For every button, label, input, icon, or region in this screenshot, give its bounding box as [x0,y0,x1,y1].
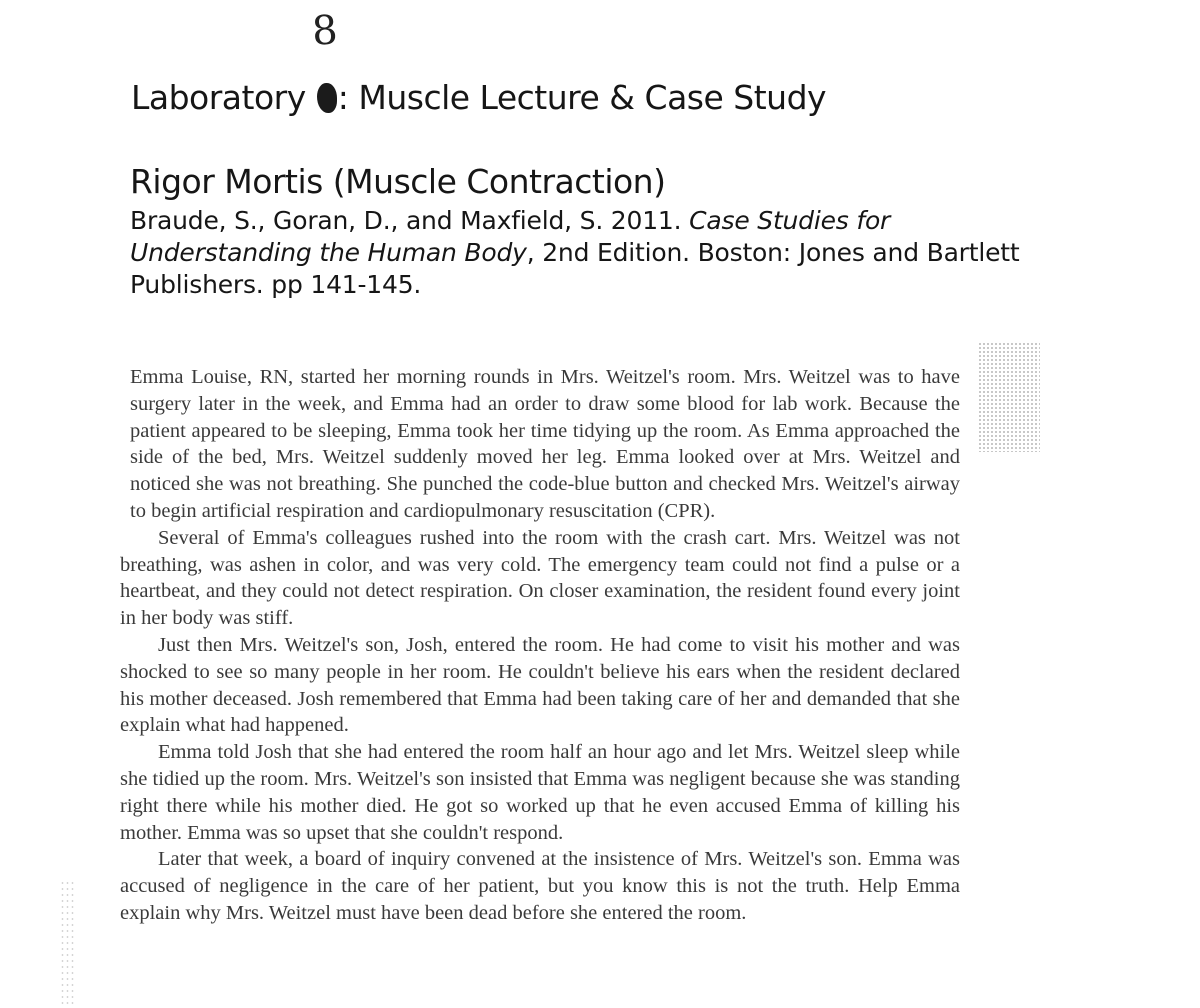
scan-noise [978,342,1040,452]
page-title [131,78,826,117]
lab-title-prefix: Laboratory [131,78,306,117]
lab-title-suffix: : Muscle Lecture & Case Study [337,78,827,117]
citation [130,205,1060,301]
story-paragraph: Emma Louise, RN, started her morning rounds in Mrs. Weitzel's room. Mrs. Weitzel was to have surgery later in the week, and Emma had an order to draw some blood for lab work. Because the patient appeared to be sleeping, Emma took her time tidying up the room. As Emma approached the side of the bed, Mrs. Weitzel suddenly moved her leg. Emma looked over at Mrs. Weitzel and noticed she was not breathing. She punched the code-blue button and checked Mrs. Weitzel's airway to begin artificial respiration and cardiopulmonary resuscitation (CPR). [130,366,960,522]
citation-publisher: , 2nd Edition. Boston: Jones and Bartlett Publishers. pp 141-145. [130,238,1020,299]
scan-noise-left [60,880,74,1008]
case-story [120,364,960,927]
handwritten-lab-number: 8 [310,7,340,55]
ink-blot-icon [317,83,337,113]
citation-authors: Braude, S., Goran, D., and Maxfield, S. 2011. [130,206,682,235]
citation-book-title: Case Studies for Understanding the Human Body [130,206,891,267]
story-paragraph: Just then Mrs. Weitzel's son, Josh, entered the room. He had come to visit his mother and was shocked to see so many people in her room. He couldn't believe his ears when the resident declared his mother deceased. Josh remembered that Emma had been taking care of her and demanded that she explain what had happened. [120,633,960,737]
story-paragraph: Later that week, a board of inquiry convened at the insistence of Mrs. Weitzel's son. Emma was accused of negligence in the care of her patient, but you know this is not the truth. Help Emma explain why Mrs. Weitzel must have been dead before she entered the room. [120,848,960,924]
case-study-title: Rigor Mortis (Muscle Contraction) [130,162,666,201]
story-paragraph: Emma told Josh that she had entered the room half an hour ago and let Mrs. Weitzel sleep while she tidied up the room. Mrs. Weitzel's son insisted that Emma was negligent because she was standing right there while his mother died. He got so worked up that he even accused Emma of killing his mother. Emma was so upset that she couldn't respond. [120,741,960,844]
story-paragraph: Several of Emma's colleagues rushed into the room with the crash cart. Mrs. Weitzel was not breathing, was ashen in color, and was very cold. The emergency team could not find a pulse or a heartbeat, and they could not detect respiration. On closer examination, the resident found every joint in her body was stiff. [120,526,960,630]
